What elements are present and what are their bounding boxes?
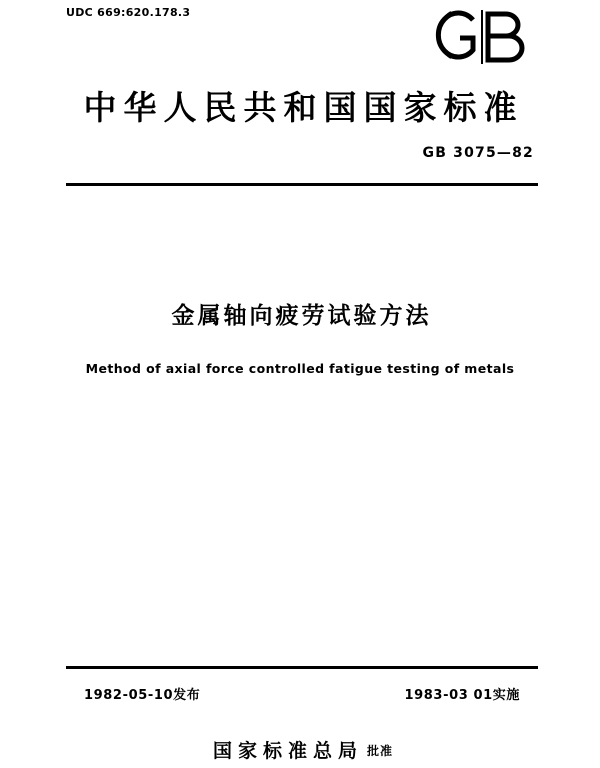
issue-date: 1982-05-10发布 [84,688,201,703]
udc-classification: UDC 669:620.178.3 [66,6,191,19]
divider-bottom [66,666,538,669]
effective-date: 1983-03 01实施 [404,688,520,703]
divider-top [66,183,538,186]
issuing-authority-name: 国家标准总局 [212,740,363,762]
approval-label: 批准 [367,744,394,758]
document-title-en: Method of axial force controlled fatigue testing of metals [85,361,515,376]
issuing-authority [0,736,600,763]
page-title: 中华人民共和国国家标准 [83,88,524,127]
gb-emblem-icon [426,4,538,66]
document-title-cn: 金属轴向疲劳试验方法 [171,303,432,329]
standard-number: GB 3075—82 [422,145,534,161]
